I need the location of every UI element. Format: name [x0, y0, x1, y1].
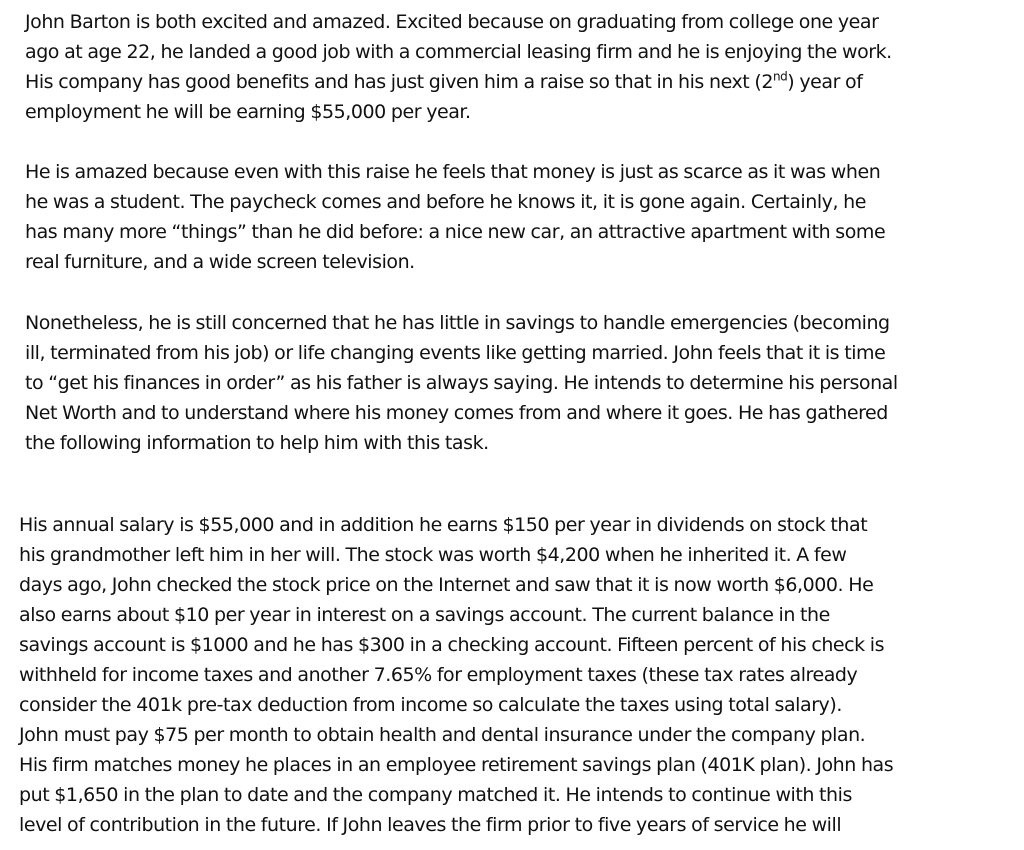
text-segment: ) year of [787, 71, 863, 93]
text-line: ill, terminated from his job) or life changing events like getting married. John feels that it is time [25, 342, 886, 364]
text-segment: His company has good benefits and has just given him a raise so that in his next (2 [25, 71, 773, 93]
text-line [25, 67, 892, 97]
text-line: Nonetheless, he is still concerned that he has little in savings to handle emergencies (becoming [25, 312, 890, 334]
text-line: withheld for income taxes and another 7.65% for employment taxes (these tax rates already [19, 664, 858, 686]
text-line: His annual salary is $55,000 and in addition he earns $150 per year in dividends on stock that [19, 514, 868, 536]
paragraph-intro [25, 7, 892, 127]
text-line: He is amazed because even with this raise he feels that money is just as scarce as it was when [25, 161, 881, 183]
text-line: the following information to help him with this task. [25, 432, 489, 454]
text-line: level of contribution in the future. If John leaves the firm prior to five years of service he will [19, 814, 842, 836]
text-line: John Barton is both excited and amazed. Excited because on graduating from college one year [25, 11, 879, 33]
paragraph-financial-details [19, 510, 893, 840]
text-line: real furniture, and a wide screen television. [25, 251, 415, 273]
paragraph-amazed [25, 157, 885, 277]
text-line: His firm matches money he places in an employee retirement savings plan (401K plan). John has [19, 754, 894, 776]
text-line: consider the 401k pre-tax deduction from income so calculate the taxes using total salary). [19, 694, 842, 716]
text-line: John must pay $75 per month to obtain health and dental insurance under the company plan. [19, 724, 866, 746]
text-line: ago at age 22, he landed a good job with a commercial leasing firm and he is enjoying the work. [25, 41, 892, 63]
text-line: put $1,650 in the plan to date and the company matched it. He intends to continue with this [19, 784, 852, 806]
text-line: savings account is $1000 and he has $300 in a checking account. Fifteen percent of his check is [19, 634, 885, 656]
text-line: days ago, John checked the stock price on the Internet and saw that it is now worth $6,000. He [19, 574, 874, 596]
text-line: employment he will be earning $55,000 per year. [25, 101, 471, 123]
text-line: he was a student. The paycheck comes and before he knows it, it is gone again. Certainly, he [25, 191, 866, 213]
text-line: has many more “things” than he did before: a nice new car, an attractive apartment with some [25, 221, 886, 243]
text-line: to “get his finances in order” as his father is always saying. He intends to determine his personal [25, 372, 898, 394]
text-line: Net Worth and to understand where his money comes from and where it goes. He has gathered [25, 402, 888, 424]
paragraph-concerns [25, 308, 898, 458]
text-line: also earns about $10 per year in interest on a savings account. The current balance in the [19, 604, 830, 626]
ordinal-superscript: nd [772, 69, 788, 84]
text-line: his grandmother left him in her will. The stock was worth $4,200 when he inherited it. A few [19, 544, 847, 566]
